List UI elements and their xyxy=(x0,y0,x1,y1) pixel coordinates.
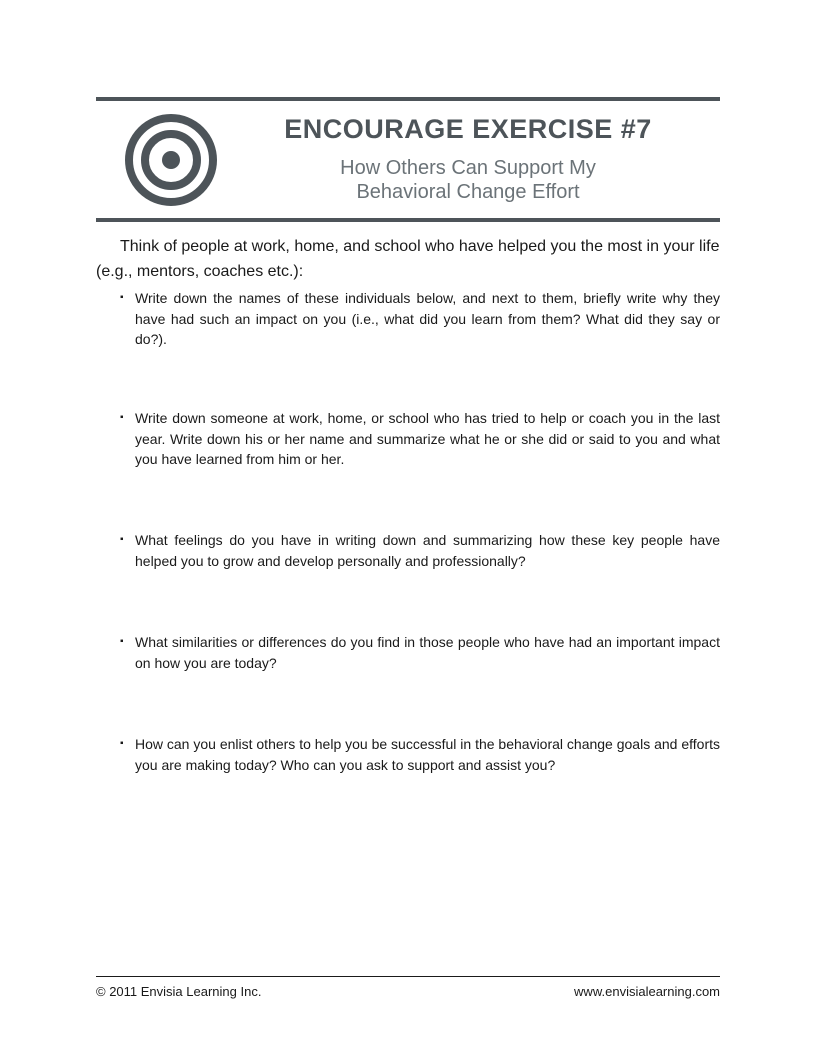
footer-rule xyxy=(96,976,720,977)
list-item-text: How can you enlist others to help you be successful in the behavioral change goals and efforts you are making today? Who can you ask to support and assist you? xyxy=(135,736,720,773)
list-item-text: Write down the names of these individuals below, and next to them, briefly write why they have had such an impact on you (i.e., what did you learn from them? What did they say or do?). xyxy=(135,290,720,347)
bullet-icon: ▪ xyxy=(120,534,124,545)
header-bottom-rule xyxy=(96,218,720,222)
subtitle-line-2: Behavioral Change Effort xyxy=(356,181,580,203)
bullet-icon: ▪ xyxy=(120,292,124,303)
footer-website-link[interactable]: www.envisialearning.com xyxy=(574,984,720,999)
footer-copyright: © 2011 Envisia Learning Inc. xyxy=(96,984,262,999)
list-item xyxy=(120,408,720,470)
subtitle-line-1: How Others Can Support My xyxy=(340,157,596,179)
list-item-text: What similarities or differences do you find in those people who have had an important impact on how you are today? xyxy=(135,634,720,671)
list-item-text: What feelings do you have in writing down and summarizing how these key people have helped you to grow and develop personally and professionally? xyxy=(135,532,720,569)
intro-paragraph: Think of people at work, home, and school who have helped you the most in your life (e.g., mentors, coaches etc.): xyxy=(96,238,720,280)
bullet-icon: ▪ xyxy=(120,636,124,647)
header-top-rule xyxy=(96,97,720,101)
bullet-icon: ▪ xyxy=(120,412,124,423)
bullet-icon: ▪ xyxy=(120,738,124,749)
page-title: ENCOURAGE EXERCISE #7 xyxy=(284,114,652,144)
list-item xyxy=(120,734,720,775)
page-subtitle xyxy=(240,156,696,204)
list-item xyxy=(120,288,720,350)
list-item xyxy=(120,530,720,571)
list-item-text: Write down someone at work, home, or school who has tried to help or coach you in the last year. Write down his or her name and summarize what he or she did or said to you and what you have learned from him or her. xyxy=(135,410,720,467)
list-item xyxy=(120,632,720,673)
target-icon xyxy=(125,114,217,206)
